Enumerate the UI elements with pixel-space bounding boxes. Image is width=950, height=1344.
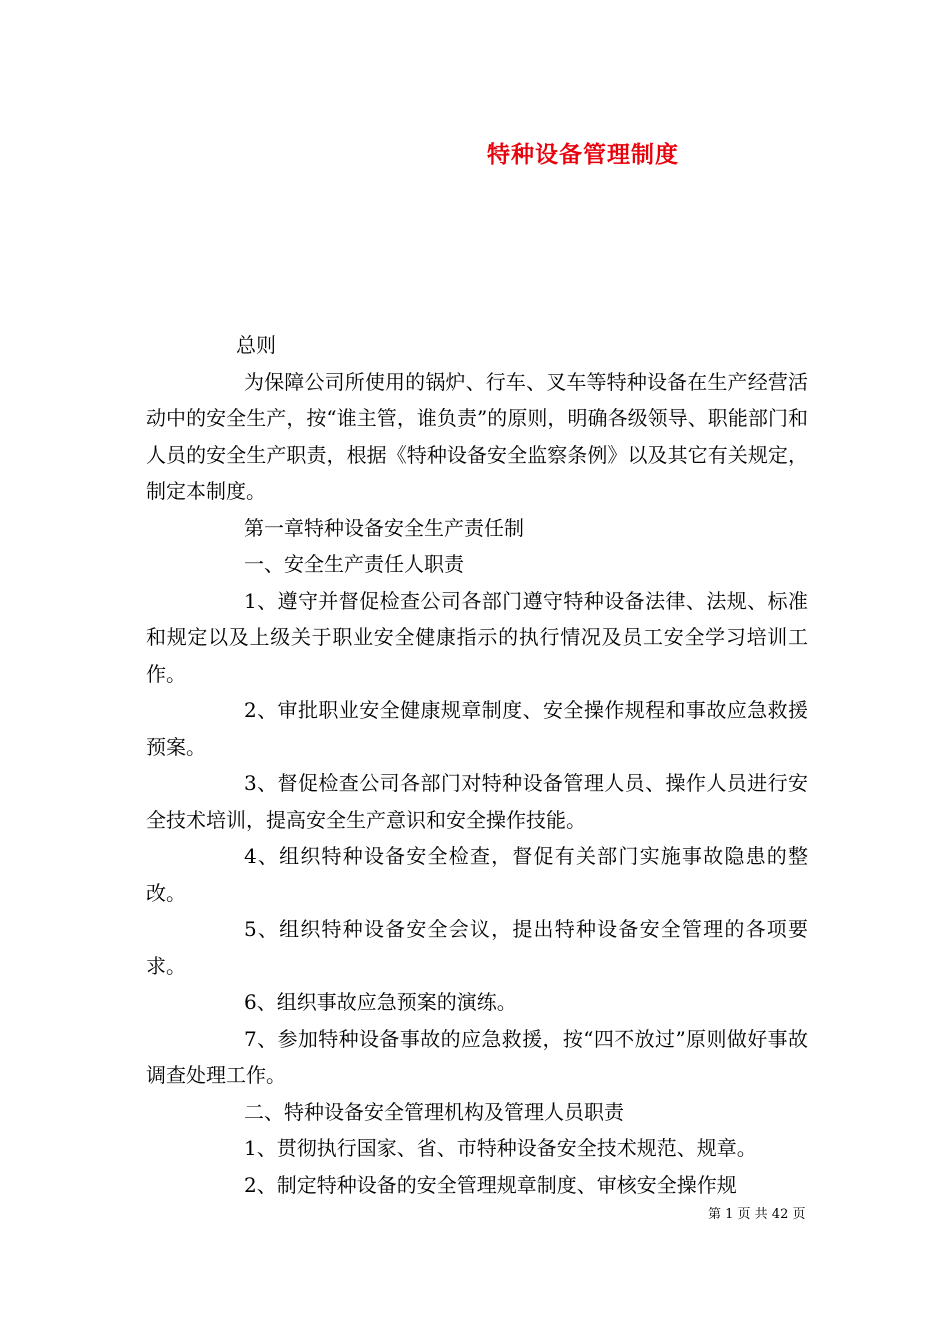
section-heading: 总则 (236, 333, 276, 357)
subsection-heading: 一、安全生产责任人职责 (244, 552, 464, 576)
list-item: 4、组织特种设备安全检查，督促有关部门实施事故隐患的整改。 (146, 844, 808, 905)
list-item: 2、制定特种设备的安全管理规章制度、审核安全操作规 (244, 1172, 737, 1197)
chapter-heading: 第一章特种设备安全生产责任制 (244, 515, 524, 540)
document-title: 特种设备管理制度 (487, 141, 679, 168)
list-item: 1、贯彻执行国家、省、市特种设备安全技术规范、规章。 (244, 1136, 757, 1160)
list-item: 1、遵守并督促检查公司各部门遵守特种设备法律、法规、标准和规定以及上级关于职业安全健康指示的执行情况及员工安全学习培训工作。 (146, 588, 808, 686)
document-body (146, 327, 808, 1203)
list-item: 2、审批职业安全健康规章制度、安全操作规程和事故应急救援预案。 (146, 698, 808, 759)
list-item: 5、组织特种设备安全会议，提出特种设备安全管理的各项要求。 (146, 917, 808, 978)
page-footer: 第 1 页 共 42 页 (708, 1207, 806, 1222)
list-item: 6、组织事故应急预案的演练。 (244, 990, 517, 1014)
paragraph: 为保障公司所使用的锅炉、行车、叉车等特种设备在生产经营活动中的安全生产，按“谁主管，谁负责”的原则，明确各级领导、职能部门和人员的安全生产职责，根据《特种设备安全监察条例》以及其它有关规定，制定本制度。 (146, 369, 808, 503)
subsection-heading: 二、特种设备安全管理机构及管理人员职责 (244, 1099, 624, 1124)
list-item: 7、参加特种设备事故的应急救援，按“四不放过”原则做好事故调查处理工作。 (146, 1026, 808, 1087)
list-item: 3、督促检查公司各部门对特种设备管理人员、操作人员进行安全技术培训，提高安全生产意识和安全操作技能。 (146, 771, 808, 832)
